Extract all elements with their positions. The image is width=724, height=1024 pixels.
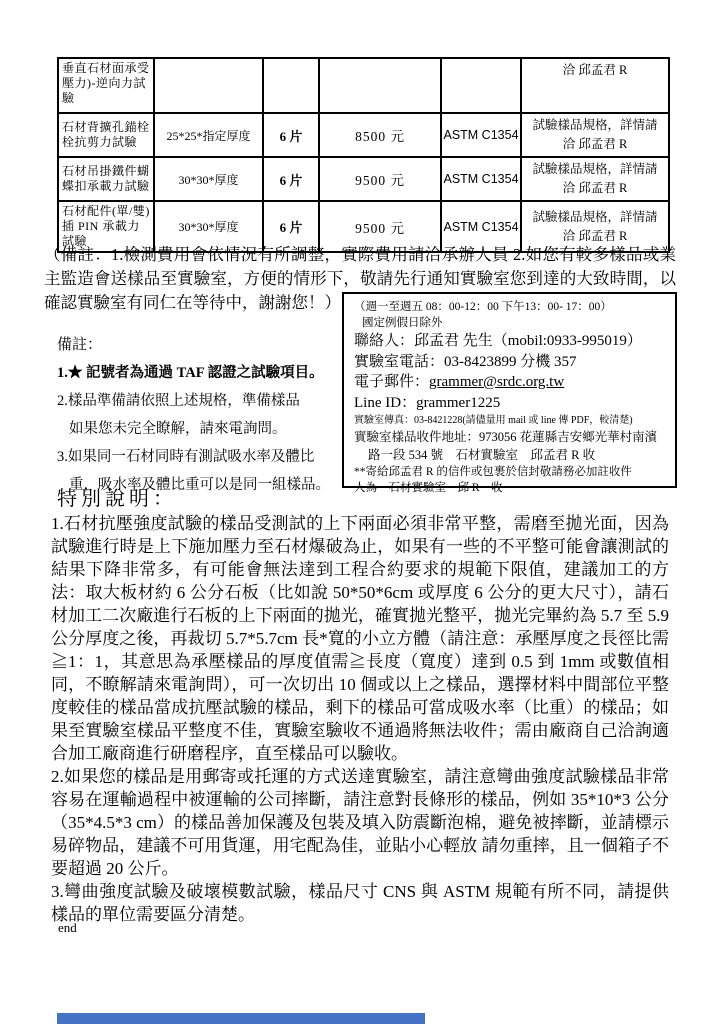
remark-cell — [521, 58, 669, 113]
quantity-cell: 6 片 — [263, 157, 319, 201]
test-price-table — [57, 57, 670, 253]
email-label: 電子郵件： — [354, 374, 430, 390]
spec-cell — [154, 58, 263, 113]
test-name-cell: 垂直石材面承受壓力)-逆向力試驗 — [58, 58, 154, 113]
remark-line: 洽 邱孟君 R — [562, 228, 628, 243]
spec-cell: 30*30*厚度 — [154, 201, 263, 252]
office-hours: （週一至週五 08：00-12：00 下午13：00- 17：00） — [354, 301, 612, 313]
standard-cell: ASTM C1354 — [441, 113, 521, 157]
remarks-item-sample-prep — [57, 387, 349, 443]
standard-cell: ASTM C1354 — [441, 157, 521, 201]
email-link[interactable]: grammer@srdc.org.tw — [429, 374, 565, 390]
remark-line: 試驗樣品規格，詳情請 — [532, 209, 658, 224]
remarks-item-taf: 1.★ 記號者為通過 TAF 認證之試驗項目。 — [57, 365, 324, 381]
holiday-note: 國定例假日除外 — [362, 317, 443, 329]
remarks-item-line: 3.如果同一石材同時有測試吸水率及體比 — [57, 449, 315, 465]
table-row — [58, 58, 669, 113]
quantity-cell: 6 片 — [263, 201, 319, 252]
remarks-item-line: 重，吸水率及體比重可以是同一組樣品。 — [69, 477, 330, 493]
standard-cell: ASTM C1354 — [441, 201, 521, 252]
lab-fax: 實驗室傳真：03-8421228(請儘量用 mail 或 line 傳 PDF，較清楚) — [354, 415, 633, 426]
mail-note-line: 人為 石材實驗室 邱 R 收 — [354, 482, 503, 494]
quantity-cell: 6 片 — [263, 113, 319, 157]
remark-line: 洽 邱孟君 R — [562, 181, 628, 195]
fee-note-paragraph: （備註：1.檢測費用會依情況有所調整，實際費用請洽承辦人員 2.如您有較多樣品或業主監造會送樣品至實驗室，方便的情形下，敬請先行通知實驗室您到達的大致時間，以確認實驗室有同仁在等待中，謝謝您！） — [44, 245, 676, 312]
special-note-3: 3.彎曲強度試驗及破壞模數試驗，樣品尺寸 CNS 與 ASTM 規範有所不同，請提供樣品的單位需要區分清楚。 — [51, 882, 669, 924]
price-cell: 9500 元 — [319, 201, 441, 252]
table-row — [58, 157, 669, 201]
end-label: end — [58, 920, 77, 935]
test-name-cell: 石材背擴孔錨栓栓抗剪力試驗 — [58, 113, 154, 157]
price-cell — [319, 58, 441, 113]
spec-cell: 25*25*指定厚度 — [154, 113, 263, 157]
test-name-cell: 石材吊掛鐵件蝴蝶扣承載力試驗 — [58, 157, 154, 201]
lab-phone: 實驗室電話：03-8423899 分機 357 — [354, 353, 577, 370]
test-name-cell: 石材配件(單/雙)插 PIN 承載力試驗 — [58, 201, 154, 252]
remark-line: 試驗樣品規格，詳情請 — [532, 118, 658, 132]
special-notes-title: 特別說明： — [57, 488, 177, 510]
mail-note-line: **寄給邱孟君 R 的信件或包裹於信封敬請務必加註收件 — [354, 466, 632, 478]
line-id: Line ID：grammer1225 — [354, 394, 501, 411]
remark-line: 洽 邱孟君 R — [562, 63, 628, 77]
remarks-item-line: 如果您未完全瞭解，請來電詢問。 — [69, 421, 287, 437]
standard-cell — [441, 58, 521, 113]
remark-cell — [521, 157, 669, 201]
special-note-2: 2.如果您的樣品是用郵寄或托運的方式送達實驗室，請注意彎曲強度試驗樣品非常容易在運輸過程中被運輸的公司摔斷，請注意對長條形的樣品，例如 35*10*3 公分（35*4.5*3 cm）的樣品善加保護及包裝及填入防震斷泡棉，避免被摔斷，並請標示易碎物品，建議不可用貨運，用宅配為佳，並貼小心輕放 請勿重摔，且一個箱子不要超過 20 公斤。 — [51, 767, 669, 878]
table-row — [58, 113, 669, 157]
contact-info-box — [342, 292, 677, 494]
special-notes-body — [51, 512, 669, 926]
bottom-blue-bar — [57, 1013, 425, 1024]
sample-address-line: 實驗室樣品收件地址：973056 花蓮縣吉安鄉光華村南濱 — [354, 430, 658, 444]
remarks-item-line: 2.樣品準備請依照上述規格，準備樣品 — [57, 393, 300, 409]
remark-cell — [521, 113, 669, 157]
email-line — [354, 372, 667, 393]
spec-cell: 30*30*厚度 — [154, 157, 263, 201]
remarks-section — [57, 331, 349, 499]
sample-address-line: 路一段 534 號 石材實驗室 邱孟君 R 收 — [368, 448, 596, 462]
remark-line: 洽 邱孟君 R — [562, 137, 628, 151]
remarks-title: 備註： — [57, 337, 103, 353]
quantity-cell — [263, 58, 319, 113]
remark-line: 試驗樣品規格，詳情請 — [532, 162, 658, 176]
special-note-1: 1.石材抗壓強度試驗的樣品受測試的上下兩面必須非常平整，需磨至拋光面，因為試驗進行時是上下施加壓力至石材爆破為止，如果有一些的不平整可能會讓測試的結果下降非常多，有可能會無法達到工程合約要求的規範下限值，建議加工的方法：取大板材約 6 公分石板（比如說 50*50*6cm 或厚度 6 公分的更大尺寸），請石材加工二次廠進行石板的上下兩面的拋光，確實拋光整平，拋光完畢約為 5.7 至 5.9 公分厚度之後，再裁切 5.7*5.7cm 長*寬的小立方體（請注意：承壓厚度之長徑比需≧1：1，其意思為承壓樣品的厚度值需≧長度（寬度）達到 0.5 到 1mm 或數值相同，不瞭解請來電詢問），可一次切出 10 個或以上之樣品，選擇材料中間部位平整度較佳的樣品當成抗壓試驗的樣品，剩下的樣品可當成吸水率（比重）的樣品；如果至實驗室樣品平整度不佳，實驗室驗收不通過將無法收件；需由廠商自己洽詢適合加工廠商進行研磨程序，直至樣品可以驗收。 — [51, 514, 669, 763]
price-cell: 8500 元 — [319, 113, 441, 157]
price-cell: 9500 元 — [319, 157, 441, 201]
contact-person: 聯絡人：邱孟君 先生（mobil:0933-995019） — [354, 333, 642, 349]
